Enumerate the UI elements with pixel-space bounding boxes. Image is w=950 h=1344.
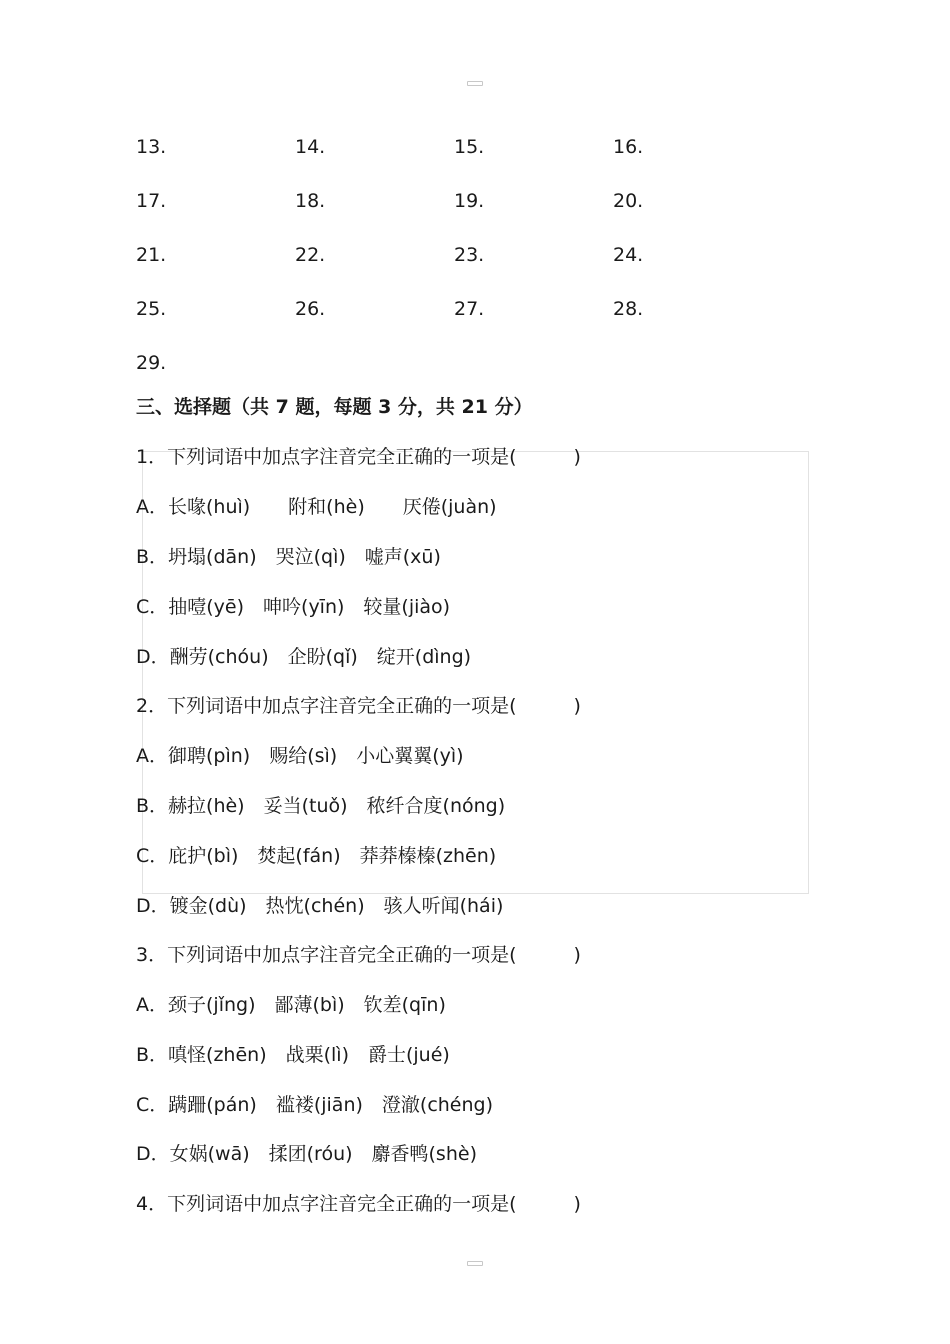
question-option: A．颈子(jǐng) 鄙薄(bì) 钦差(qīn) (136, 994, 446, 1016)
answer-number: 23. (454, 244, 485, 266)
question-option: A．长喙(huì) 附和(hè) 厌倦(juàn) (136, 496, 497, 518)
question-option: B．赫拉(hè) 妥当(tuǒ) 秾纤合度(nóng) (136, 795, 506, 817)
answer-number: 16. (613, 136, 644, 158)
answer-number: 20. (613, 190, 644, 212)
question-option: D．镀金(dù) 热忱(chén) 骇人听闻(hái) (136, 895, 504, 917)
answer-number: 25. (136, 298, 167, 320)
answer-number: 19. (454, 190, 485, 212)
page-top-marker (467, 81, 483, 86)
page-bottom-marker (467, 1261, 483, 1266)
question-option: C．庇护(bì) 焚起(fán) 莽莽榛榛(zhēn) (136, 845, 497, 867)
answer-number: 18. (295, 190, 326, 212)
question-option: B．嗔怪(zhēn) 战栗(lì) 爵士(jué) (136, 1044, 450, 1066)
question-option: D．女娲(wā) 揉团(róu) 麝香鸭(shè) (136, 1143, 477, 1165)
question-option: B．坍塌(dān) 哭泣(qì) 嘘声(xū) (136, 546, 441, 568)
answer-number: 14. (295, 136, 326, 158)
answer-number: 28. (613, 298, 644, 320)
answer-number: 27. (454, 298, 485, 320)
question-option: D．酬劳(chóu) 企盼(qǐ) 绽开(dìng) (136, 646, 472, 668)
question-stem: 4．下列词语中加点字注音完全正确的一项是( ) (136, 1193, 581, 1215)
answer-number: 13. (136, 136, 167, 158)
question-stem: 3．下列词语中加点字注音完全正确的一项是( ) (136, 944, 581, 966)
section-heading: 三、选择题（共 7 题，每题 3 分，共 21 分） (136, 396, 533, 418)
question-stem: 1．下列词语中加点字注音完全正确的一项是( ) (136, 446, 581, 468)
answer-number: 22. (295, 244, 326, 266)
question-option: A．御聘(pìn) 赐给(sì) 小心翼翼(yì) (136, 745, 464, 767)
question-option: C．蹒跚(pán) 褴褛(jiān) 澄澈(chéng) (136, 1094, 494, 1116)
answer-number: 15. (454, 136, 485, 158)
answer-number: 29. (136, 352, 167, 374)
answer-number: 24. (613, 244, 644, 266)
answer-number: 17. (136, 190, 167, 212)
question-stem: 2．下列词语中加点字注音完全正确的一项是( ) (136, 695, 581, 717)
question-option: C．抽噎(yē) 呻吟(yīn) 较量(jiào) (136, 596, 451, 618)
answer-number: 26. (295, 298, 326, 320)
answer-number: 21. (136, 244, 167, 266)
